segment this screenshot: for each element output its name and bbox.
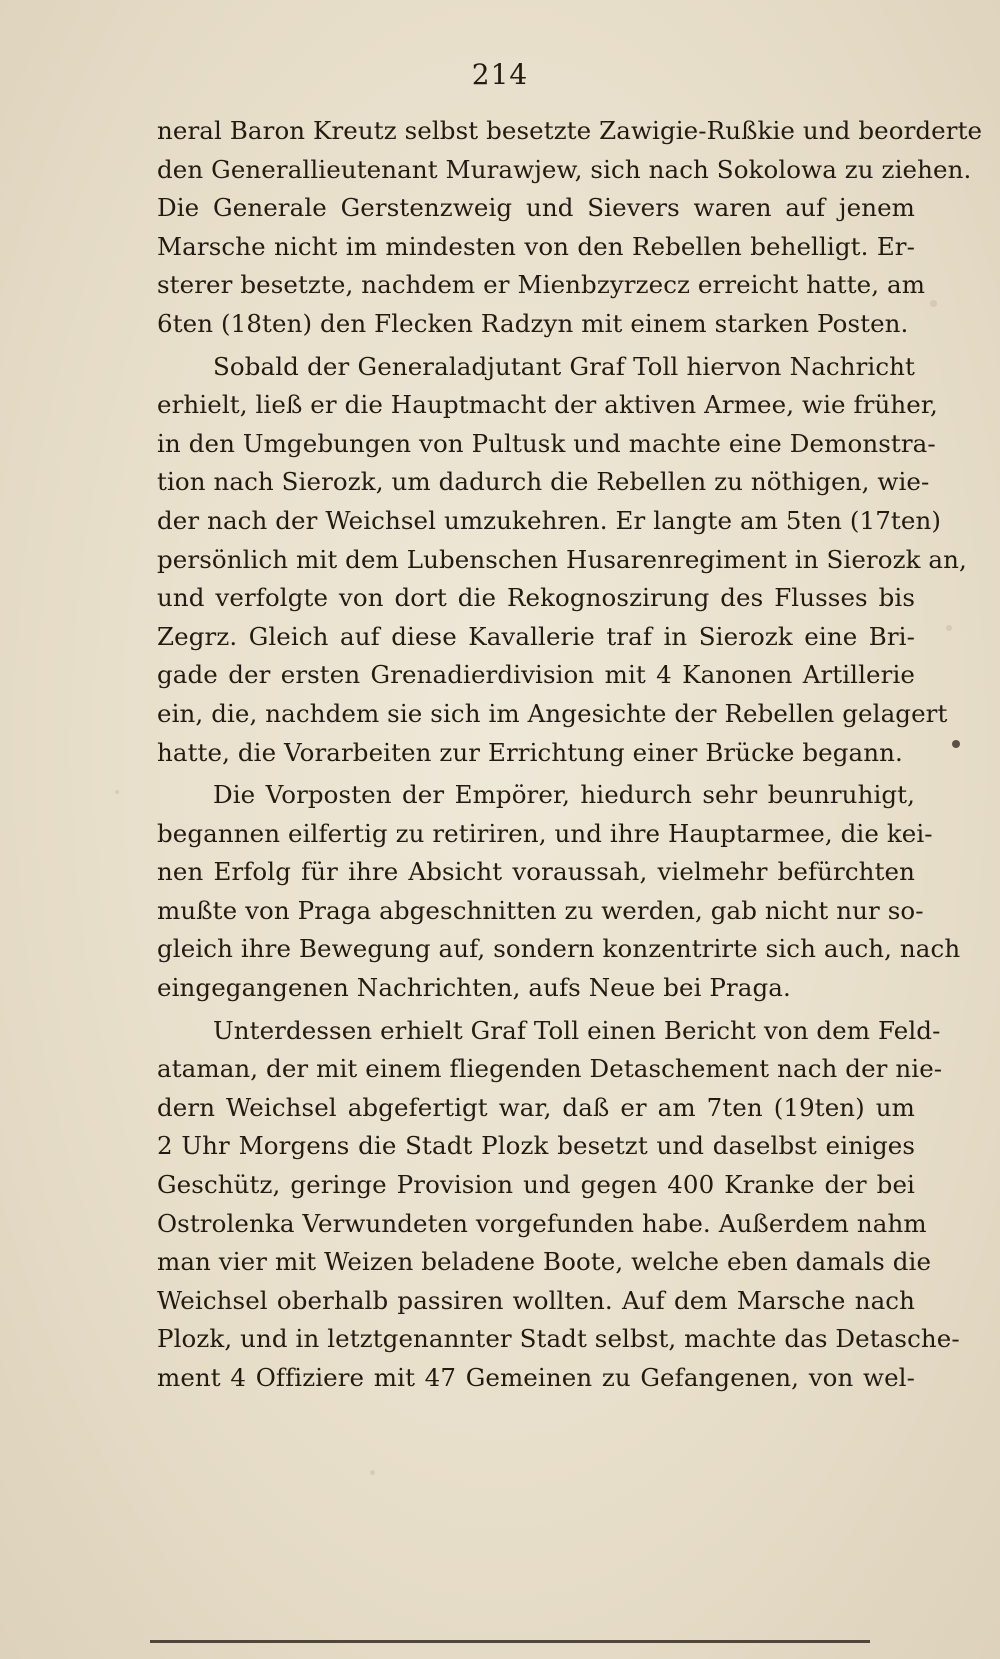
paragraph — [157, 776, 961, 1008]
text-line: Plozk, und in letztgenannter Stadt selbst, machte das Detasche- — [157, 1324, 960, 1354]
text-line: begannen eilfertig zu retiriren, und ihre Hauptarmee, die kei- — [157, 818, 933, 848]
paragraph — [157, 348, 967, 773]
text-line: ataman, der mit einem fliegenden Detaschement nach der nie- — [157, 1054, 943, 1084]
text-line: Die Vorposten der Empörer, hiedurch sehr beunruhigt, — [213, 780, 915, 810]
page-edge-shadow — [150, 1640, 870, 1643]
text-line: hatte, die Vorarbeiten zur Errichtung einer Brücke begann. — [157, 737, 903, 767]
text-line: sterer besetzte, nachdem er Mienbzyrzecz erreicht hatte, am — [157, 270, 926, 300]
text-line: und verfolgte von dort die Rekognoszirung des Flusses bis — [157, 583, 915, 613]
text-line: 6ten (18ten) den Flecken Radzyn mit einem starken Posten. — [157, 308, 909, 338]
text-line: Unterdessen erhielt Graf Toll einen Bericht von dem Feld- — [213, 1015, 941, 1045]
text-line: Zegrz. Gleich auf diese Kavallerie traf in Sierozk eine Bri- — [157, 621, 915, 651]
text-line: gleich ihre Bewegung auf, sondern konzentrirte sich auch, nach — [157, 934, 961, 964]
text-line: ment 4 Offiziere mit 47 Gemeinen zu Gefangenen, von wel- — [157, 1363, 915, 1392]
text-line: ein, die, nachdem sie sich im Angesichte der Rebellen gelagert — [157, 698, 948, 728]
text-line: den Generallieutenant Murawjew, sich nach Sokolowa zu ziehen. — [157, 154, 972, 184]
text-line: eingegangenen Nachrichten, aufs Neue bei Praga. — [157, 973, 791, 1003]
text-line: nen Erfolg für ihre Absicht voraussah, vielmehr befürchten — [157, 857, 915, 887]
text-line: Geschütz, geringe Provision und gegen 400 Kranke der bei — [157, 1170, 915, 1200]
text-line: neral Baron Kreutz selbst besetzte Zawigie-Rußkie und beorderte — [157, 116, 983, 145]
text-line: erhielt, ließ er die Hauptmacht der aktiven Armee, wie früher, — [157, 390, 938, 420]
body-text — [157, 112, 983, 1398]
text-line: der nach der Weichsel umzukehren. Er langte am 5ten (17ten) — [157, 505, 942, 535]
paper-stain — [952, 740, 960, 748]
text-line: Sobald der Generaladjutant Graf Toll hiervon Nachricht — [213, 351, 915, 381]
paper-stain — [930, 300, 937, 307]
text-line: gade der ersten Grenadierdivision mit 4 Kanonen Artillerie — [157, 660, 915, 690]
paragraph — [157, 1012, 960, 1398]
text-line: Die Generale Gerstenzweig und Sievers waren auf jenem — [157, 193, 915, 223]
paper-stain — [115, 790, 119, 794]
text-line: tion nach Sierozk, um dadurch die Rebellen zu nöthigen, wie- — [157, 467, 930, 497]
text-line: dern Weichsel abgefertigt war, daß er am 7ten (19ten) um — [157, 1092, 915, 1122]
text-line: persönlich mit dem Lubenschen Husarenregiment in Sierozk an, — [157, 544, 967, 574]
text-line: mußte von Praga abgeschnitten zu werden, gab nicht nur so- — [157, 895, 924, 925]
text-line: man vier mit Weizen beladene Boote, welche eben damals die — [157, 1247, 932, 1277]
text-line: in den Umgebungen von Pultusk und machte eine Demonstra- — [157, 428, 936, 458]
paragraph — [157, 112, 983, 344]
text-line: Ostrolenka Verwundeten vorgefunden habe. Außerdem nahm — [157, 1208, 927, 1238]
text-line: Marsche nicht im mindesten von den Rebellen behelligt. Er- — [157, 231, 915, 261]
text-line: 2 Uhr Morgens die Stadt Plozk besetzt und daselbst einiges — [157, 1131, 915, 1161]
page-number: 214 — [471, 58, 529, 91]
paper-stain — [370, 1470, 375, 1475]
paper-stain — [946, 625, 952, 631]
text-line: Weichsel oberhalb passiren wollten. Auf dem Marsche nach — [157, 1285, 915, 1315]
